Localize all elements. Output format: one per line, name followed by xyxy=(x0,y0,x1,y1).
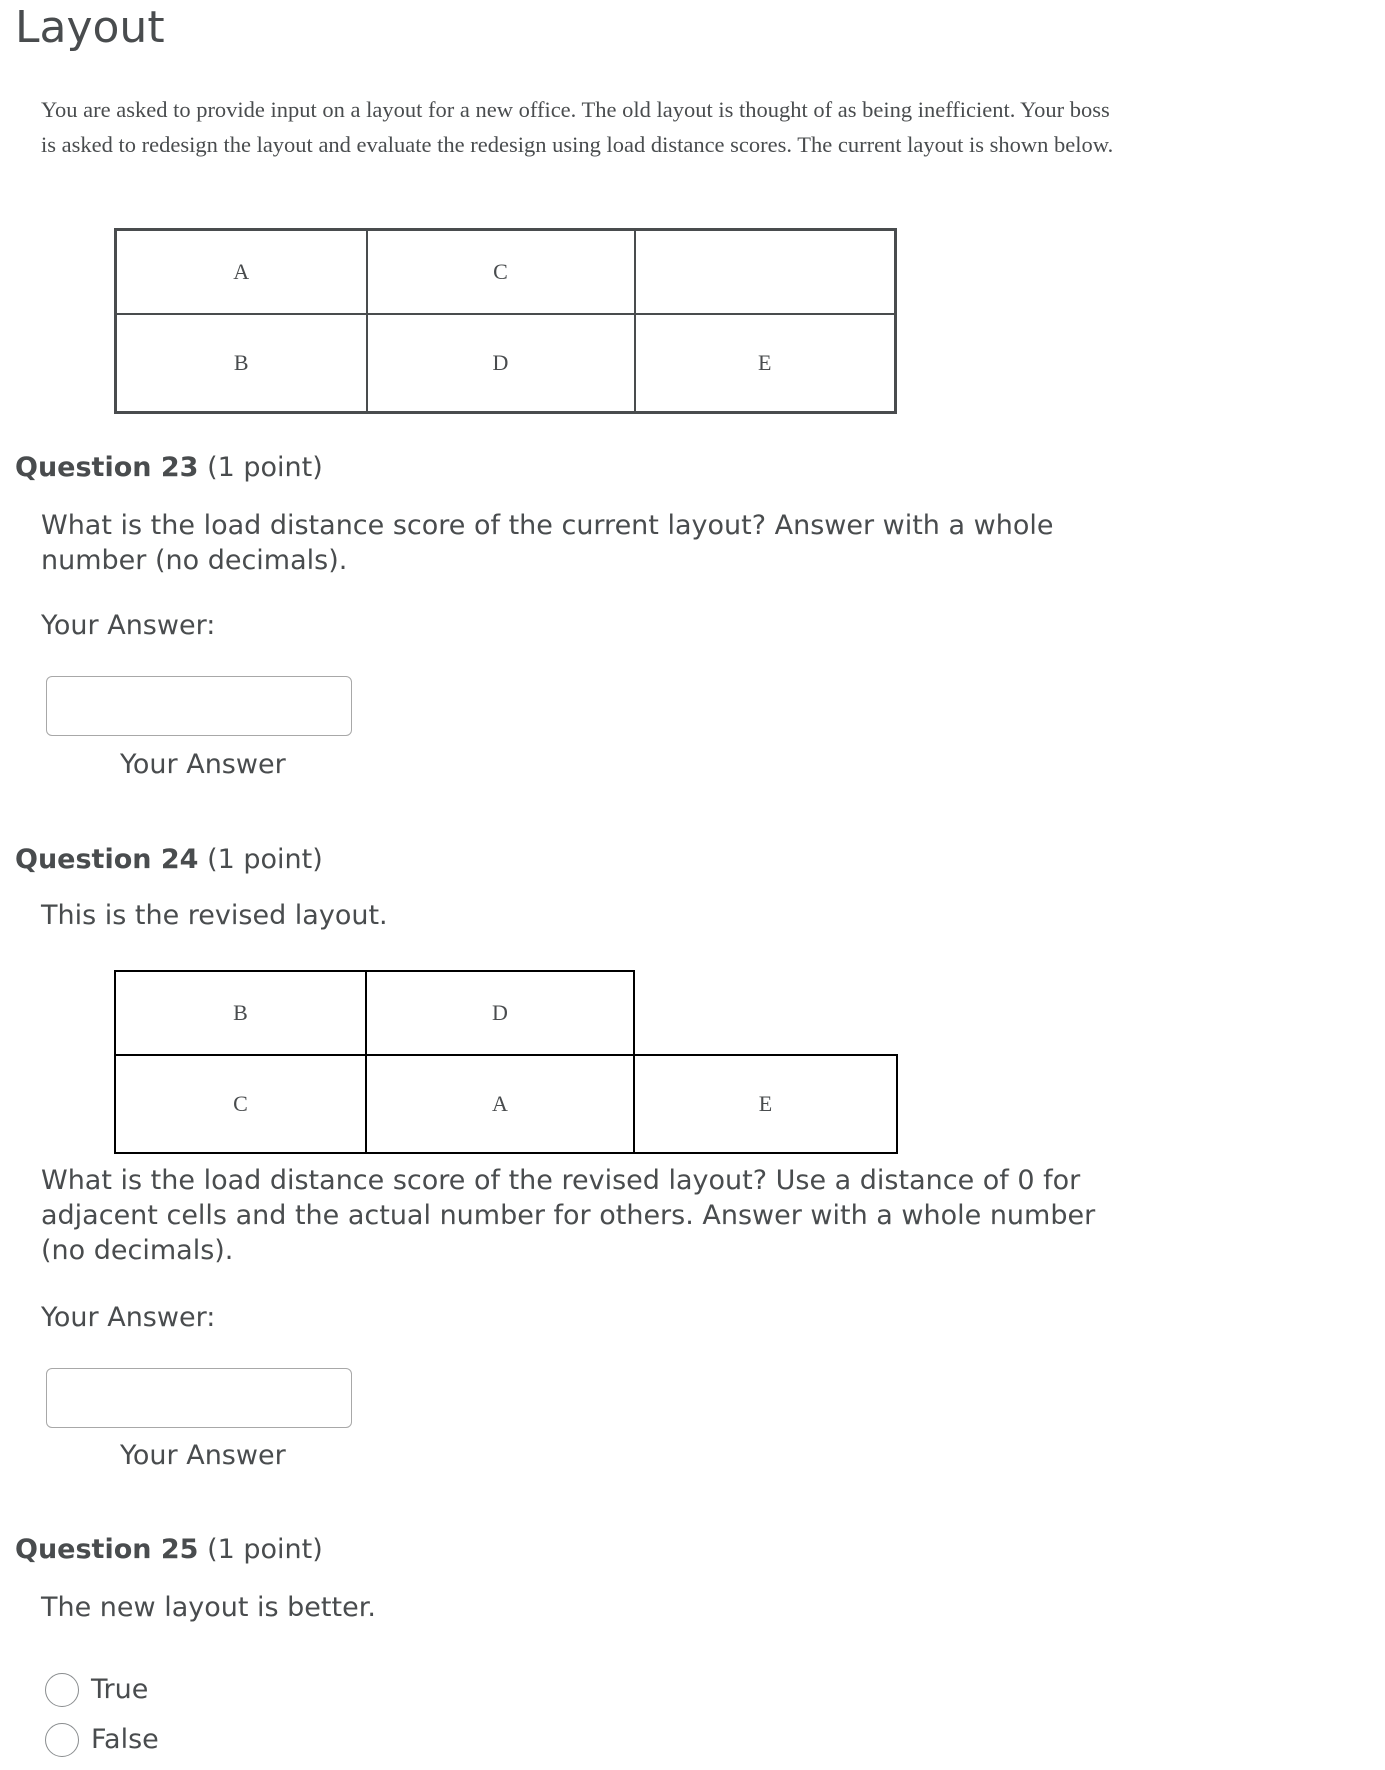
question-number: Question 23 xyxy=(15,452,199,483)
answer-caption: Your Answer xyxy=(120,749,286,780)
q24-answer-input[interactable] xyxy=(46,1368,352,1428)
layout-cell: A xyxy=(116,230,367,315)
question-24-heading xyxy=(15,842,323,878)
layout-cell: C xyxy=(115,1055,366,1153)
intro-paragraph: You are asked to provide input on a layout for a new office. The old layout is thought of as being inefficient. Your boss is asked to redesign the layout and evaluate the redesign using load distance scores. The current layout is shown below. xyxy=(41,97,1114,157)
question-25-text: The new layout is better. xyxy=(41,1592,376,1623)
your-answer-label: Your Answer: xyxy=(41,1302,216,1333)
radio-label: False xyxy=(91,1724,159,1755)
question-23-text: What is the load distance score of the current layout? Answer with a whole number (no decimals). xyxy=(41,510,1054,576)
layout-cell: E xyxy=(634,1055,897,1153)
question-24-text: What is the load distance score of the revised layout? Use a distance of 0 for adjacent cells and the actual number for others. Answer with a whole number (no decimals). xyxy=(41,1165,1096,1266)
q23-answer-input[interactable] xyxy=(46,676,352,736)
layout-cell: B xyxy=(115,971,366,1055)
layout-cell: D xyxy=(367,314,635,413)
radio-option-true[interactable] xyxy=(45,1670,148,1710)
question-points: (1 point) xyxy=(207,844,323,875)
question-points: (1 point) xyxy=(207,452,323,483)
layout-cell-empty xyxy=(634,971,897,1055)
your-answer-label: Your Answer: xyxy=(41,610,216,641)
revised-layout-table xyxy=(114,970,898,1154)
question-23-heading xyxy=(15,450,323,486)
radio-option-false[interactable] xyxy=(45,1720,159,1760)
layout-cell: E xyxy=(635,314,896,413)
question-number: Question 25 xyxy=(15,1534,199,1565)
answer-caption: Your Answer xyxy=(120,1440,286,1471)
layout-cell: B xyxy=(116,314,367,413)
layout-cell: C xyxy=(367,230,635,315)
radio-button[interactable] xyxy=(45,1673,79,1707)
layout-cell: D xyxy=(366,971,634,1055)
radio-label: True xyxy=(91,1674,149,1705)
question-24-intro: This is the revised layout. xyxy=(41,900,388,931)
current-layout-table xyxy=(114,228,897,414)
radio-button[interactable] xyxy=(45,1723,79,1757)
question-25-heading xyxy=(15,1532,323,1568)
layout-cell xyxy=(635,230,896,315)
layout-cell: A xyxy=(366,1055,634,1153)
question-number: Question 24 xyxy=(15,844,199,875)
question-points: (1 point) xyxy=(207,1534,323,1565)
page-title: Layout xyxy=(15,2,165,53)
